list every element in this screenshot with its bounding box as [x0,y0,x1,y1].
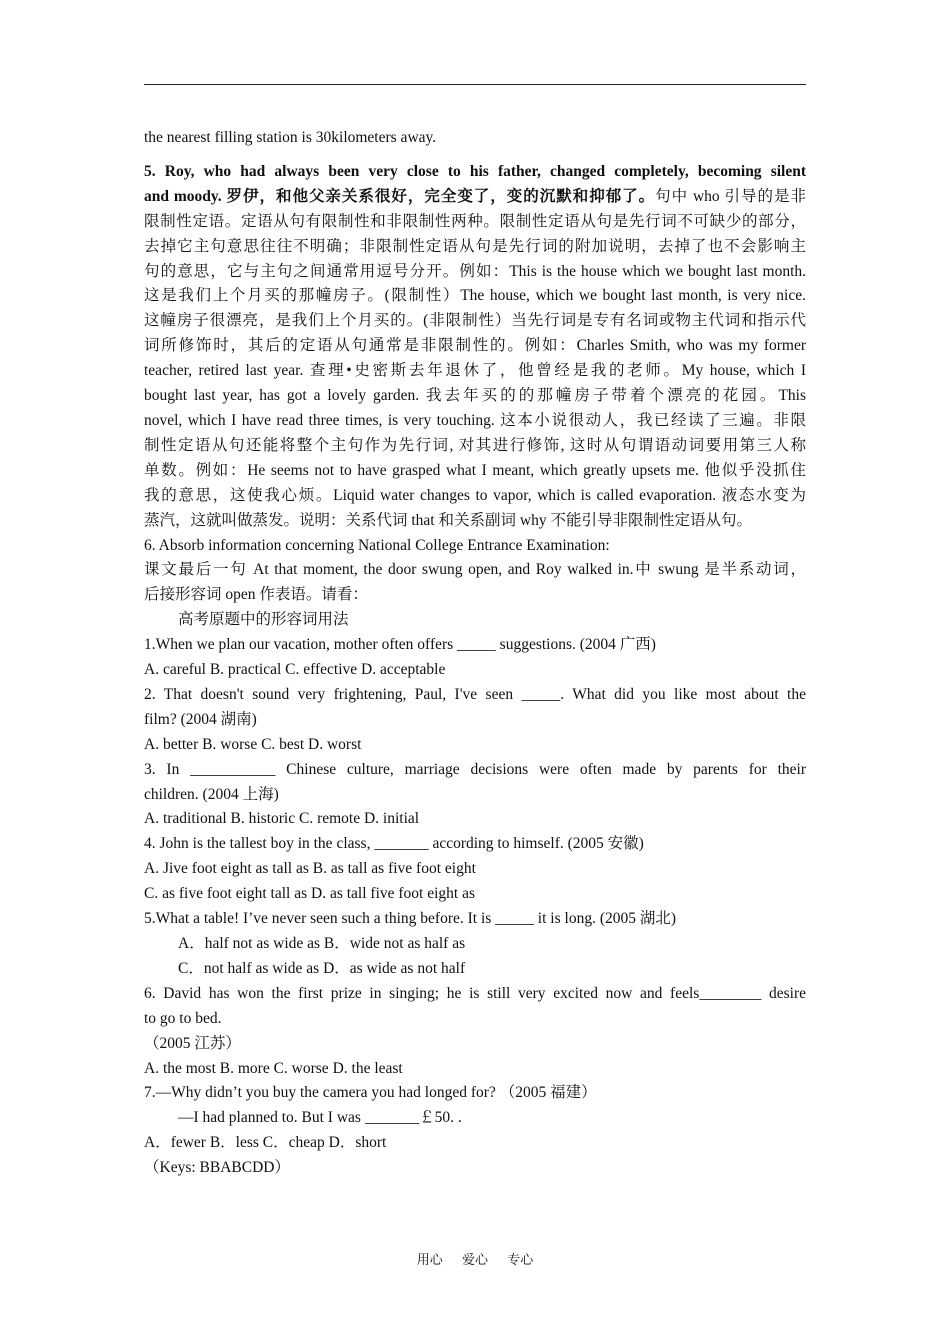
text-line: A. better B. worse C. best D. worst [144,735,362,753]
text-line: bought last year, has got a lovely garden. 我去年买的的那幢房子带着个漂亮的花园。This [144,387,806,405]
text-line: children. (2004 上海) [144,785,279,803]
text-line: teacher, retired last year. 查理•史密斯去年退休了，他曾经是我的老师。My house, which I [144,362,806,380]
text-line: 5.What a table! I’ve never seen such a thing before. It is _____ it is long. (2005 湖北) [144,910,677,928]
text-line: A．half not as wide as B．wide not as half as [178,935,466,952]
text-line: to go to bed. [144,1009,222,1027]
text-line: 单数。例如：He seems not to have grasped what I meant, which greatly upsets me. 他似乎没抓住 [144,461,806,479]
text-line: film? (2004 湖南) [144,710,257,728]
text-line: 7.—Why didn’t you buy the camera you had longed for? （2005 福建） [144,1084,597,1102]
text-line: A．fewer B．less C．cheap D．short [144,1134,387,1152]
text-line: 2. That doesn't sound very frightening, Paul, I've seen _____. What did you like most about the [144,685,806,703]
text-line: （Keys: BBABCDD） [144,1159,290,1177]
text-line: 6. Absorb information concerning National College Entrance Examination: [144,536,610,554]
text-line: C. as five foot eight tall as D. as tall five foot eight as [144,885,476,903]
text-line: 后接形容词 open 作表语。请看： [144,586,368,604]
text-line: —I had planned to. But I was _______￡50. . [178,1109,462,1127]
text-line: 3. In ___________ Chinese culture, marriage decisions were often made by parents for their [144,760,806,778]
text-segment: 句中 who 引导的是非 [655,187,806,205]
text-line: A. careful B. practical C. effective D. acceptable [144,661,446,679]
text-segment: and moody. 罗伊，和他父亲关系很好，完全变了，变的沉默和抑郁了。 [144,187,656,205]
text-line: A. the most B. more C. worse D. the least [144,1059,403,1077]
header-rule [144,84,806,85]
text-line: A. Jive foot eight as tall as B. as tall as five foot eight [144,860,476,878]
text-line: novel, which I have read three times, is very touching. 这本小说很动人，我已经读了三遍。非限 [144,411,806,429]
text-line: 这是我们上个月买的那幢房子。(限制性）The house, which we bought last month, is very nice. [144,287,806,305]
text-line: 蒸汽，这就叫做蒸发。说明：关系代词 that 和关系副词 why 不能引导非限制性定语从句。 [144,511,752,529]
text-line: 我的意思，这使我心烦。Liquid water changes to vapor, which is called evaporation. 液态水变为 [144,486,806,504]
text-line: 去掉它主句意思往往不明确；非限制性定语从句是先行词的附加说明，去掉了也不会影响主 [144,237,806,255]
text-line: 4. John is the tallest boy in the class, _______ according to himself. (2005 安徽) [144,835,644,853]
text-line [144,185,806,210]
page-footer: 用心 爱心 专心 [416,1252,534,1267]
document-body [144,126,806,1181]
text-line: 6. David has won the first prize in singing; he is still very excited now and feels________ desire [144,984,806,1002]
text-line: 高考原题中的形容词用法 [178,611,349,629]
text-line: 5. Roy, who had always been very close to his father, changed completely, becoming silent [144,162,806,180]
text-line: （2005 江苏） [144,1034,241,1052]
text-line: 这幢房子很漂亮，是我们上个月买的。(非限制性）当先行词是专有名词或物主代词和指示代 [144,312,806,330]
text-line: A. traditional B. historic C. remote D. initial [144,810,420,828]
text-line: 制性定语从句还能将整个主句作为先行词, 对其进行修饰, 这时从句谓语动词要用第三人称 [144,436,806,454]
text-line: 词所修饰时，其后的定语从句通常是非限制性的。例如：Charles Smith, who was my former [144,337,806,355]
text-line: the nearest filling station is 30kilometers away. [144,129,437,146]
text-line: 1.When we plan our vacation, mother often offers _____ suggestions. (2004 广西) [144,636,656,654]
text-line: 课文最后一句 At that moment, the door swung open, and Roy walked in.中 swung 是半系动词， [144,561,806,579]
text-line: C．not half as wide as D．as wide as not half [178,959,466,977]
text-line: 句的意思，它与主句之间通常用逗号分开。例如：This is the house which we bought last month. [144,262,806,280]
text-line: 限制性定语。定语从句有限制性和非限制性两种。限制性定语从句是先行词不可缺少的部分， [144,212,806,230]
